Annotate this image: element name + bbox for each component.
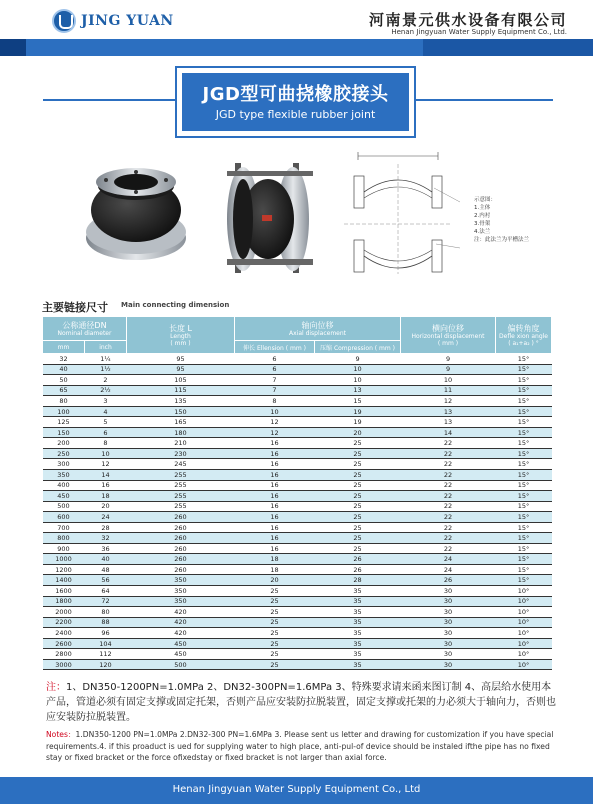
table-cell: 50: [43, 375, 85, 386]
table-cell: 15°: [496, 501, 552, 512]
legend-line: 示意图：: [474, 197, 497, 203]
table-cell: 200: [43, 438, 85, 449]
table-cell: 13: [315, 385, 401, 396]
table-cell: 16: [85, 480, 127, 491]
table-cell: 16: [235, 533, 315, 544]
table-cell: 15°: [496, 459, 552, 470]
table-cell: 1200: [43, 564, 85, 575]
table-cell: 10°: [496, 638, 552, 649]
table-cell: 400: [43, 480, 85, 491]
table-cell: 16: [235, 438, 315, 449]
table-row: [43, 375, 552, 386]
table-cell: 1400: [43, 575, 85, 586]
table-cell: 22: [401, 470, 496, 481]
table-row: [43, 438, 552, 449]
table-cell: 20: [235, 575, 315, 586]
table-cell: 7: [235, 375, 315, 386]
table-cell: 255: [127, 491, 235, 502]
table-cell: 25: [315, 480, 401, 491]
table-cell: 420: [127, 607, 235, 618]
table-cell: 22: [401, 533, 496, 544]
table-row: [43, 427, 552, 438]
header-extension: 伸长 Ellension ( mm ): [235, 341, 315, 354]
footer-company-name: Henan Jingyuan Water Supply Equipment Co., Ltd: [172, 784, 421, 795]
table-cell: 10: [401, 375, 496, 386]
table-row: [43, 480, 552, 491]
table-cell: 35: [315, 638, 401, 649]
table-cell: 255: [127, 480, 235, 491]
table-cell: 35: [315, 617, 401, 628]
table-cell: 210: [127, 438, 235, 449]
table-cell: 125: [43, 417, 85, 428]
table-cell: 10°: [496, 617, 552, 628]
table-cell: 15°: [496, 375, 552, 386]
header-label: 偏转角度: [507, 323, 540, 333]
header-nominal-diameter: [43, 317, 127, 341]
header-horizontal-displacement: [401, 317, 496, 354]
table-cell: 5: [85, 417, 127, 428]
table-body: [43, 354, 552, 670]
table-cell: 25: [235, 638, 315, 649]
table-cell: 350: [127, 575, 235, 586]
table-cell: 420: [127, 628, 235, 639]
header-length: [127, 317, 235, 354]
table-row: [43, 533, 552, 544]
table-cell: 25: [315, 533, 401, 544]
header-label: 公称通径DN: [62, 320, 107, 330]
table-cell: 15°: [496, 406, 552, 417]
notes-en-text: 1.DN350-1200 PN=1.0MPa 2.DN32-300 PN=1.6MPa 3. Please sent us letter and drawing for customization if you have special requirements.4. if this proaduct is ued for supplying water to high place, anti-pul-of device should be instaled ifthe pipe has no fixed stay or fixed bracket or the force ofixedstay or fixed bracket is not larger than axial force.: [46, 730, 554, 762]
table-cell: 22: [401, 459, 496, 470]
table-cell: 1¼: [85, 354, 127, 365]
table-cell: 22: [401, 438, 496, 449]
table-cell: 10°: [496, 649, 552, 660]
table-cell: 18: [235, 554, 315, 565]
table-cell: 30: [401, 649, 496, 660]
header-label: Length: [170, 332, 191, 340]
table-cell: 16: [235, 522, 315, 533]
table-cell: 15°: [496, 522, 552, 533]
table-cell: 500: [43, 501, 85, 512]
table-cell: 14: [401, 427, 496, 438]
table-cell: 16: [235, 501, 315, 512]
table-cell: 15°: [496, 491, 552, 502]
section-title-en: Main connecting dimension: [121, 301, 230, 309]
legend-line: 注：此法兰为平槽法兰: [474, 237, 530, 243]
table-cell: 30: [401, 596, 496, 607]
table-cell: 30: [401, 586, 496, 597]
table-cell: 2800: [43, 649, 85, 660]
table-cell: 112: [85, 649, 127, 660]
table-cell: 19: [315, 406, 401, 417]
table-cell: 250: [43, 448, 85, 459]
table-cell: 100: [43, 406, 85, 417]
header-label: Horizontal displacement: [411, 332, 485, 340]
table-cell: 1800: [43, 596, 85, 607]
table-cell: 15°: [496, 427, 552, 438]
company-name-en: Henan Jingyuan Water Supply Equipment Co., Ltd.: [391, 28, 567, 36]
table-cell: 22: [401, 512, 496, 523]
table-cell: 25: [315, 448, 401, 459]
table-cell: 450: [43, 491, 85, 502]
table-cell: 150: [43, 427, 85, 438]
table-cell: 350: [127, 596, 235, 607]
table-cell: 25: [235, 586, 315, 597]
table-cell: 35: [315, 649, 401, 660]
table-cell: 25: [315, 522, 401, 533]
table-row: [43, 448, 552, 459]
table-cell: 30: [401, 659, 496, 670]
notes-en-label: Notes：: [46, 730, 76, 739]
table-row: [43, 596, 552, 607]
table-row: [43, 364, 552, 375]
product-photo-front: [76, 150, 196, 270]
table-cell: 32: [85, 533, 127, 544]
table-cell: 180: [127, 427, 235, 438]
table-cell: 20: [315, 427, 401, 438]
table-cell: 2: [85, 375, 127, 386]
table-cell: 15°: [496, 543, 552, 554]
table-cell: 245: [127, 459, 235, 470]
table-cell: 12: [235, 427, 315, 438]
table-row: [43, 628, 552, 639]
table-cell: 450: [127, 649, 235, 660]
table-cell: 28: [315, 575, 401, 586]
table-cell: 15°: [496, 385, 552, 396]
header-label: ( a₁+a₂ ) °: [508, 339, 539, 347]
title-box: [175, 66, 416, 138]
table-cell: 96: [85, 628, 127, 639]
table-cell: 500: [127, 659, 235, 670]
table-cell: 48: [85, 564, 127, 575]
table-row: [43, 543, 552, 554]
dimension-table: [42, 316, 552, 670]
table-row: [43, 385, 552, 396]
table-cell: 260: [127, 522, 235, 533]
table-cell: 7: [235, 385, 315, 396]
table-cell: 260: [127, 543, 235, 554]
legend-line: 2.内衬: [474, 213, 491, 219]
table-row: [43, 491, 552, 502]
table-cell: 30: [401, 638, 496, 649]
table-cell: 22: [401, 448, 496, 459]
table-cell: 65: [43, 385, 85, 396]
table-cell: 25: [235, 607, 315, 618]
table-cell: 25: [235, 596, 315, 607]
table-cell: 15°: [496, 480, 552, 491]
table-cell: 450: [127, 638, 235, 649]
legend-line: 3.骨架: [474, 221, 491, 227]
table-cell: 230: [127, 448, 235, 459]
table-cell: 25: [235, 617, 315, 628]
table-cell: 22: [401, 543, 496, 554]
table-cell: 30: [401, 607, 496, 618]
technical-drawing: [340, 148, 475, 276]
table-cell: 24: [401, 564, 496, 575]
company-logo-icon: [52, 9, 76, 33]
table-cell: 25: [315, 491, 401, 502]
table-cell: 260: [127, 554, 235, 565]
diagram-legend: [474, 196, 584, 256]
table-cell: 15°: [496, 554, 552, 565]
table-cell: 16: [235, 459, 315, 470]
title-panel: [182, 73, 409, 131]
table-cell: 15°: [496, 564, 552, 575]
table-cell: 10°: [496, 586, 552, 597]
table-cell: 35: [315, 607, 401, 618]
table-cell: 10: [235, 406, 315, 417]
table-cell: 12: [85, 459, 127, 470]
table-row: [43, 564, 552, 575]
table-cell: 8: [235, 396, 315, 407]
table-cell: 20: [85, 501, 127, 512]
table-cell: 350: [127, 586, 235, 597]
table-row: [43, 522, 552, 533]
table-cell: 13: [401, 406, 496, 417]
table-cell: 16: [235, 512, 315, 523]
table-cell: 26: [315, 554, 401, 565]
table-cell: 36: [85, 543, 127, 554]
notes-en: [46, 729, 556, 764]
table-cell: 15°: [496, 533, 552, 544]
table-cell: 40: [85, 554, 127, 565]
header-label: 轴向位移: [301, 320, 334, 330]
table-cell: 15°: [496, 354, 552, 365]
table-cell: 9: [401, 364, 496, 375]
table-row: [43, 607, 552, 618]
table-row: [43, 470, 552, 481]
logo-text: JING YUAN: [81, 13, 174, 29]
table-row: [43, 459, 552, 470]
table-cell: 64: [85, 586, 127, 597]
table-cell: 10: [85, 448, 127, 459]
page-header: [0, 0, 593, 58]
table-cell: 18: [85, 491, 127, 502]
table-cell: 14: [85, 470, 127, 481]
table-cell: 25: [315, 501, 401, 512]
table-cell: 80: [43, 396, 85, 407]
table-cell: 32: [43, 354, 85, 365]
table-row: [43, 586, 552, 597]
table-cell: 255: [127, 470, 235, 481]
table-cell: 10: [315, 375, 401, 386]
table-cell: 8: [85, 438, 127, 449]
table-cell: 4: [85, 406, 127, 417]
table-cell: 1600: [43, 586, 85, 597]
table-cell: 16: [235, 448, 315, 459]
table-cell: 18: [235, 564, 315, 575]
table-cell: 150: [127, 406, 235, 417]
table-row: [43, 617, 552, 628]
header-label: ( mm ): [170, 339, 191, 347]
table-cell: 25: [235, 628, 315, 639]
product-photo-side: [213, 151, 323, 281]
table-cell: 26: [401, 575, 496, 586]
table-cell: 2½: [85, 385, 127, 396]
table-cell: 88: [85, 617, 127, 628]
table-cell: 105: [127, 375, 235, 386]
table-cell: 260: [127, 533, 235, 544]
table-cell: 25: [315, 512, 401, 523]
table-row: [43, 396, 552, 407]
table-cell: 10°: [496, 596, 552, 607]
header-label: Defle xion angle: [499, 332, 548, 340]
table-cell: 15°: [496, 448, 552, 459]
header-label: 横向位移: [432, 323, 465, 333]
table-cell: 16: [235, 480, 315, 491]
table-cell: 95: [127, 354, 235, 365]
table-cell: 10°: [496, 628, 552, 639]
table-cell: 600: [43, 512, 85, 523]
page-footer: [0, 777, 593, 804]
table-cell: 35: [315, 596, 401, 607]
table-cell: 6: [235, 364, 315, 375]
notes-cn: [46, 680, 556, 725]
table-cell: 22: [401, 501, 496, 512]
header-label: Nominal diameter: [57, 329, 112, 337]
table-cell: 35: [315, 586, 401, 597]
header-label: Axial displacement: [289, 329, 347, 337]
table-cell: 700: [43, 522, 85, 533]
table-cell: 104: [85, 638, 127, 649]
header-label: ( mm ): [437, 339, 459, 347]
table-cell: 35: [315, 659, 401, 670]
table-cell: 10°: [496, 659, 552, 670]
table-cell: 22: [401, 480, 496, 491]
table-row: [43, 659, 552, 670]
header-compression: 压缩 Compression ( mm ): [315, 341, 401, 354]
table-cell: 25: [315, 459, 401, 470]
header-bar-accent-left: [0, 39, 26, 56]
table-cell: 22: [401, 491, 496, 502]
table-cell: 22: [401, 522, 496, 533]
table-cell: 9: [315, 354, 401, 365]
table-cell: 25: [235, 649, 315, 660]
table-cell: 24: [85, 512, 127, 523]
table-cell: 10: [315, 364, 401, 375]
table-cell: 11: [401, 385, 496, 396]
table-cell: 6: [235, 354, 315, 365]
table-cell: 26: [315, 564, 401, 575]
table-cell: 135: [127, 396, 235, 407]
table-cell: 900: [43, 543, 85, 554]
table-cell: 19: [315, 417, 401, 428]
table-cell: 15°: [496, 470, 552, 481]
table-cell: 300: [43, 459, 85, 470]
header-inch: inch: [85, 341, 127, 354]
table-cell: 1½: [85, 364, 127, 375]
table-cell: 30: [401, 617, 496, 628]
header-axial-displacement: [235, 317, 401, 341]
table-cell: 15°: [496, 438, 552, 449]
table-cell: 350: [43, 470, 85, 481]
table-cell: 1000: [43, 554, 85, 565]
table-row: [43, 649, 552, 660]
table-cell: 6: [85, 427, 127, 438]
table-cell: 260: [127, 564, 235, 575]
table-cell: 15°: [496, 512, 552, 523]
product-title-en: JGD type flexible rubber joint: [215, 108, 376, 121]
table-cell: 115: [127, 385, 235, 396]
table-cell: 13: [401, 417, 496, 428]
header-label: 长度 L: [169, 323, 192, 333]
table-cell: 25: [315, 470, 401, 481]
table-cell: 15°: [496, 575, 552, 586]
table-cell: 28: [85, 522, 127, 533]
notes-cn-text: 1、DN350-1200PN=1.0MPa 2、DN32-300PN=1.6MPa 3、特殊要求请来函来图订制 4、高层给水使用本产品，管道必须有固定支撑或固定托架，否则产品应安装防拉脱装置，固定支撑或托架的力必须大于轴向力，否则也应安装防拉脱装置。: [46, 682, 556, 723]
table-cell: 260: [127, 512, 235, 523]
table-cell: 10°: [496, 607, 552, 618]
table-cell: 12: [235, 417, 315, 428]
table-row: [43, 417, 552, 428]
table-row: [43, 406, 552, 417]
legend-line: 4.法兰: [474, 229, 491, 235]
table-cell: 56: [85, 575, 127, 586]
table-cell: 12: [401, 396, 496, 407]
table-cell: 30: [401, 628, 496, 639]
table-cell: 40: [43, 364, 85, 375]
header-mm: mm: [43, 341, 85, 354]
header-deflection-angle: [496, 317, 552, 354]
table-cell: 35: [315, 628, 401, 639]
table-cell: 120: [85, 659, 127, 670]
table-cell: 3: [85, 396, 127, 407]
table-cell: 25: [315, 543, 401, 554]
table-cell: 15°: [496, 396, 552, 407]
table-cell: 9: [401, 354, 496, 365]
header-bar-accent-right: [423, 39, 593, 56]
table-cell: 25: [235, 659, 315, 670]
company-name-cn: 河南景元供水设备有限公司: [368, 11, 567, 29]
table-cell: 2200: [43, 617, 85, 628]
table-cell: 15°: [496, 364, 552, 375]
table-cell: 165: [127, 417, 235, 428]
table-cell: 420: [127, 617, 235, 628]
table-row: [43, 354, 552, 365]
table-cell: 2000: [43, 607, 85, 618]
table-cell: 16: [235, 543, 315, 554]
table-cell: 95: [127, 364, 235, 375]
table-cell: 72: [85, 596, 127, 607]
legend-line: 1.主体: [474, 205, 491, 211]
table-cell: 16: [235, 470, 315, 481]
product-title-cn: JGD型可曲挠橡胶接头: [202, 84, 389, 105]
table-cell: 24: [401, 554, 496, 565]
table-cell: 25: [315, 438, 401, 449]
table-cell: 255: [127, 501, 235, 512]
table-cell: 800: [43, 533, 85, 544]
table-cell: 3000: [43, 659, 85, 670]
table-cell: 16: [235, 491, 315, 502]
table-cell: 15: [315, 396, 401, 407]
table-row: [43, 501, 552, 512]
notes-cn-label: 注：: [46, 682, 66, 693]
table-cell: 2600: [43, 638, 85, 649]
table-row: [43, 512, 552, 523]
section-title-cn: 主要链接尺寸: [42, 301, 108, 314]
table-cell: 80: [85, 607, 127, 618]
table-cell: 15°: [496, 417, 552, 428]
table-row: [43, 638, 552, 649]
table-cell: 2400: [43, 628, 85, 639]
table-row: [43, 554, 552, 565]
table-row: [43, 575, 552, 586]
